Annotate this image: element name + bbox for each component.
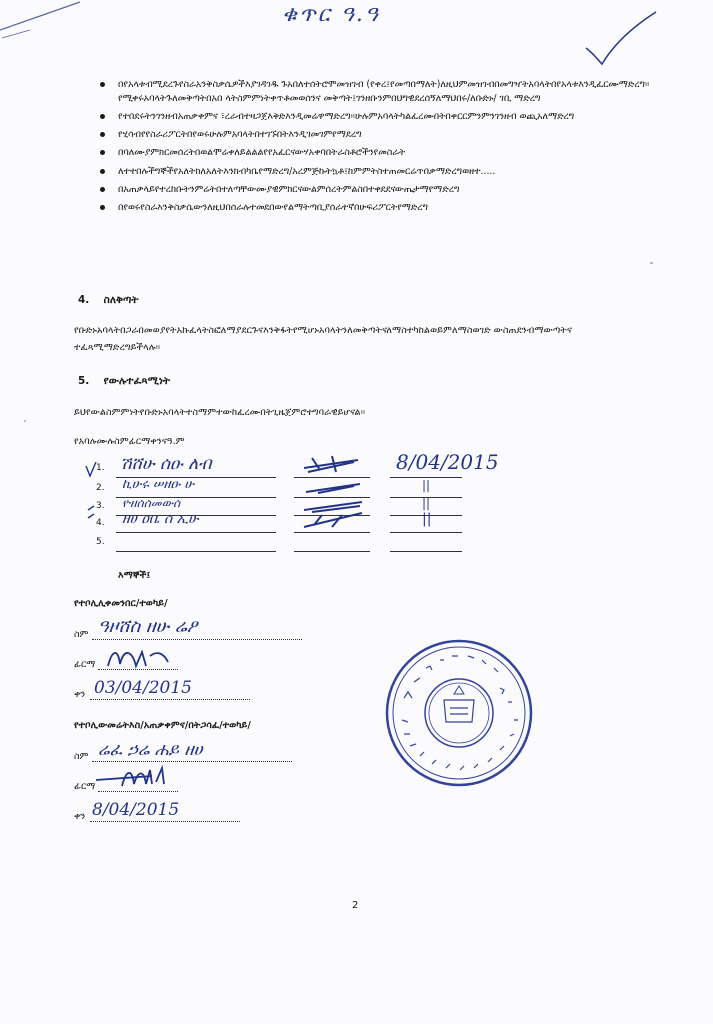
member-date-handwritten: || [422, 511, 432, 527]
member-row: 3. ዮዘሰሰመውሰ || [96, 500, 516, 516]
check-mark-icon [580, 10, 660, 70]
receiver-signature [102, 644, 172, 670]
section-5-text: ይህየውልስምምነትየቡድኑአባላትተስማምተውከፈረሙበትጊዜጀምሮተግባራዊይሆናል፡፡ [74, 407, 366, 418]
section-4-heading: 4. ስለቅጣት [78, 294, 139, 306]
section-5-heading: 5. የውሉተፈጻሚነት [78, 375, 171, 387]
bullet-dot [100, 187, 105, 192]
receiver-signature-field: ፊርማ [74, 654, 334, 672]
signature-line [294, 477, 370, 478]
member-name-handwritten: ዮዘሰሰመውሰ [122, 496, 181, 510]
field-underline [92, 761, 292, 762]
bullet-item: ለተተበሉችግኞችየአለትክለአለትእንክብካቤየማድረግ/አረምጅኩትኳቶ፤ከምምትስተጠመርሬጥበቃማድረግወዘተ..... [98, 165, 658, 179]
scan-speck [24, 420, 26, 422]
scan-speck [650, 262, 653, 264]
bullet-item: በባለሙያምክርመሰረትበወልሞሬቀለይልልልየየአፈርናውሃአቀባበትራስቶሮችንየመስራት [98, 146, 658, 160]
official-stamp [384, 638, 534, 788]
duties-bullet-list [98, 78, 658, 219]
giver-name-handwritten: ሬፈ ኃሬ ሐይ ዘሀ [98, 740, 203, 760]
bullet-item: በየአላቱብሚደረጉየስራአንቅስቃሴዎችእያገዳገዱ ጉአበለተሰትሮሞመዝገብ (የቀረ፤የመጣበማለት)ለዚህምመዝገብበመግዣትአባላትበየአላቱእንዲፈርሙማድረግ፡፡የሚቀሩአባላትጉለመቅጣትበአበ ላትስምምነትቀጥቶመወሰንና መቅጣት፤ገንዘቡንምበህግዊደረሰኝለማህበሩ/ለቡድኑ/ ገቢ ማድረግ [98, 78, 658, 105]
margin-tick-marks [84, 460, 100, 530]
member-row: 5. [96, 536, 516, 552]
giver-name-field: ስም ሬፈ ኃሬ ሐይ ዘሀ [74, 746, 334, 764]
member-date-handwritten: || [422, 496, 431, 510]
bullet-item: የተበደሩትንገንዘብአጠቃቀምና ፣ረራብተዛጋጀእቅድእንዲመሬዋማድረግ፡፡ሁሉምአባላትካልፈረሙበትበቀርርምንምንገንዘብ ወጪአለማድረግ [98, 110, 658, 124]
handwritten-header-note: ቁጥር ዓ.ዓ [282, 2, 380, 27]
giver-date-field: ቀን 8/04/2015 [74, 806, 334, 824]
field-underline [92, 639, 302, 640]
bullet-item: በአጠቃላይየተረከቡትንምሬትበተለጣቸውሙያዊምክርናውልምሰረትምልስበተቀደደናውጤታማየማድረግ [98, 183, 658, 197]
receiver-name-field: ስም ዓዞሸስ ዘሁ ሬዖ [74, 624, 334, 642]
member-name-handwritten: ዘሀ ዐቤ ሰ ኢሁ [122, 511, 199, 527]
receiver-title: የተቦሊሊቀመንበር/ተወካይ/ [74, 598, 168, 609]
giver-signature [92, 764, 192, 792]
members-title: የአባሉሙሉስምፊርማቀንናዓ.ም [74, 436, 185, 447]
signature-line [294, 532, 370, 533]
bullet-dot [100, 114, 105, 119]
member-row: 2. ኪሁሩ ሠዘዑ ሁ || [96, 482, 516, 498]
bullet-item: የሂሳብየየስራሪፖርትበየወሩሁሉምአባላትበተገኙበትእንዲገመገምየማደረግ [98, 128, 658, 142]
giver-signature-field: ፊርማ [74, 776, 334, 794]
member-date-handwritten: 8/04/2015 [396, 450, 499, 474]
member-date-handwritten: || [422, 478, 431, 492]
receiver-date-handwritten: 03/04/2015 [94, 678, 192, 698]
bullet-dot [100, 82, 105, 87]
section-4-text: የቡድኑአባላትበጋራበመወያየትአኩፈላትስፎለማያደርጉናእንቅፋትየሚሆኑአባላትንለመቅጣትናለማስተካከልወይምለማስወገድ ውስጠደንብማውጣትና ተፈጻሚማድረግይችላሉ፡፡ [74, 325, 572, 353]
giver-date-handwritten: 8/04/2015 [92, 800, 180, 820]
date-line [390, 532, 462, 533]
corner-scribble-mark [0, 0, 90, 45]
signature-line [294, 551, 370, 552]
member-name-handwritten: ኪሁሩ ሠዘዑ ሁ [122, 477, 194, 492]
witnesses-label: እማኞች፤ [118, 570, 151, 581]
bullet-item: በየወሩየስራእንቅስቃሴውንለዚህበሰራሉተመደበውየልማትጣቢያሰራተኛበሁፍሪፖርትየማድረግ [98, 201, 658, 215]
receiver-name-handwritten: ዓዞሸስ ዘሁ ሬዖ [98, 616, 198, 637]
bullet-dot [100, 150, 105, 155]
bullet-dot [100, 205, 105, 210]
member-signature [302, 511, 366, 531]
bullet-dot [100, 132, 105, 137]
receiver-date-field: ቀን 03/04/2015 [74, 684, 334, 702]
member-row: 1. ሽሸሁ ሰዑ ለብ 8/04/2015 [96, 462, 516, 478]
name-line [116, 551, 276, 552]
bullet-dot [100, 169, 105, 174]
page-number: 2 [352, 900, 359, 911]
date-line [390, 551, 462, 552]
member-signature [302, 454, 362, 476]
member-name-handwritten: ሽሸሁ ሰዑ ለብ [120, 454, 212, 474]
member-row: 4. ዘሀ ዐቤ ሰ ኢሁ || [96, 517, 516, 533]
name-line [116, 532, 276, 533]
field-underline [90, 699, 250, 700]
giver-title: የተቦሊውመሬትእስ/አጠቃቀምና/በትጋሳፈ/ተወካይ/ [74, 720, 251, 731]
member-signature [304, 480, 364, 496]
field-underline [90, 821, 240, 822]
